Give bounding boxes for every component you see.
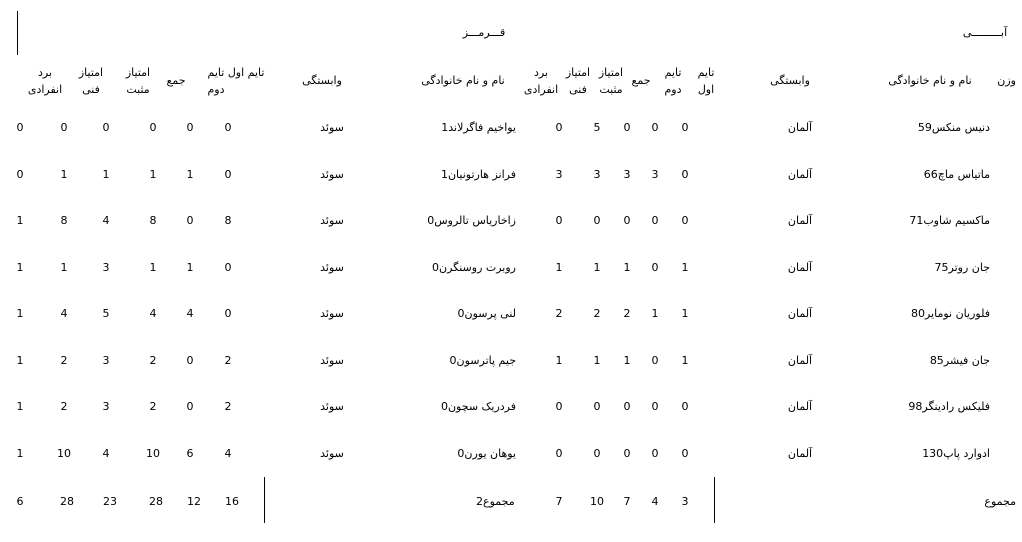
blue-affiliation: آلمان — [787, 260, 813, 274]
red-total: 2 — [149, 353, 157, 367]
red-half2: 1 — [186, 167, 194, 181]
red-tech: 8 — [60, 214, 68, 227]
header-red-tech-l1: امتیاز — [78, 66, 104, 79]
red-wrestler-name: یواخیم فاگرلاند — [448, 121, 516, 134]
blue-win: 0 — [555, 400, 563, 413]
red-wrestler-name: زاخاریاس تالروس — [434, 214, 516, 227]
red-win-flag: 1 — [440, 167, 448, 181]
blue-affiliation: آلمان — [787, 353, 813, 367]
red-affiliation: سوئد — [320, 260, 344, 274]
header-blue-tech-l1: امتیاز — [565, 66, 591, 79]
red-win-flag: 0 — [457, 446, 465, 460]
red-pos: 3 — [102, 353, 110, 367]
header-blue-half2-l1: تایم — [664, 66, 682, 79]
blue-pos: 0 — [593, 400, 601, 413]
red-winind: 1 — [16, 400, 24, 413]
blue-wrestler-name: دنیس منکس — [931, 121, 990, 134]
totals-red-win: 2 — [476, 495, 483, 508]
red-pos: 0 — [102, 121, 110, 134]
totals-red-total: 28 — [149, 495, 163, 508]
weight-class: 80 — [910, 307, 925, 320]
blue-half2: 0 — [651, 260, 659, 274]
red-win-flag: 0 — [457, 307, 465, 320]
header-blue-half1-l1: تایم — [697, 66, 715, 79]
red-tech: 2 — [60, 400, 68, 413]
blue-win: 0 — [555, 121, 563, 134]
header-red-win-l2: انفرادی — [27, 83, 63, 96]
red-wrestler-cell — [410, 354, 516, 367]
header-weight: وزن — [997, 74, 1016, 87]
blue-half2: 0 — [651, 121, 659, 134]
red-wrestler-name: جیم پاترسون — [456, 353, 516, 367]
totals-red-half1: 16 — [225, 495, 239, 508]
header-blue-half1-l2: اول — [697, 83, 715, 96]
totals-red-label: مجموع — [483, 495, 515, 508]
blue-half2: 3 — [651, 167, 659, 181]
blue-half1: 0 — [681, 121, 689, 134]
blue-pos: 0 — [593, 446, 601, 460]
red-wrestler-cell — [410, 400, 516, 413]
blue-wrestler-cell — [922, 447, 990, 460]
blue-half2: 0 — [651, 446, 659, 460]
red-tech: 0 — [60, 121, 68, 134]
blue-wrestler-cell — [911, 307, 990, 320]
red-total: 4 — [149, 307, 157, 320]
red-wrestler-cell — [410, 214, 516, 227]
totals-red-pos: 23 — [103, 495, 117, 508]
red-half2: 6 — [186, 446, 194, 460]
red-total: 1 — [149, 167, 157, 181]
red-wrestler-cell — [410, 261, 516, 274]
blue-win: 0 — [555, 446, 563, 460]
blue-wrestler-name: ادوارد پاپ — [943, 446, 990, 460]
totals-red-label-group — [476, 495, 515, 508]
red-tech: 2 — [60, 353, 68, 367]
red-wrestler-cell — [410, 307, 516, 320]
red-affiliation: سوئد — [320, 400, 344, 413]
red-wrestler-cell — [410, 447, 516, 460]
red-pos: 3 — [102, 260, 110, 274]
weight-class: 71 — [909, 214, 924, 227]
red-half1: 4 — [224, 446, 232, 460]
blue-total: 0 — [623, 400, 631, 413]
header-red-win-l1: برد — [37, 66, 53, 79]
totals-red-half2: 12 — [187, 495, 201, 508]
weight-class: 98 — [908, 400, 923, 413]
blue-pos: 2 — [593, 307, 601, 320]
team-red-title: قـــرمـــز — [462, 26, 506, 39]
blue-affiliation: آلمان — [787, 400, 813, 413]
blue-wrestler-cell — [909, 214, 990, 227]
red-tech: 1 — [60, 167, 68, 181]
red-half2: 1 — [186, 260, 194, 274]
red-total: 1 — [149, 260, 157, 274]
team-blue-title: آبـــــــــی — [962, 26, 1008, 39]
red-pos: 3 — [102, 400, 110, 413]
red-winind: 1 — [16, 260, 24, 274]
totals-blue-pos: 10 — [590, 495, 604, 508]
red-win-flag: 0 — [427, 214, 435, 227]
red-pos: 4 — [102, 446, 110, 460]
red-total: 10 — [146, 446, 160, 460]
red-win-flag: 0 — [449, 353, 457, 367]
red-total: 8 — [149, 214, 157, 227]
blue-win: 0 — [555, 214, 563, 227]
red-pos: 5 — [102, 307, 110, 320]
totals-divider-blue — [714, 477, 715, 523]
blue-total: 0 — [623, 121, 631, 134]
blue-affiliation: آلمان — [787, 167, 813, 181]
red-affiliation: سوئد — [320, 446, 344, 460]
blue-half2: 1 — [651, 307, 659, 320]
blue-pos: 0 — [593, 214, 601, 227]
red-wrestler-cell — [410, 121, 516, 134]
red-half1: 0 — [224, 307, 232, 320]
totals-red-tech: 28 — [60, 495, 74, 508]
header-red-tech-l2: فنی — [82, 83, 100, 96]
blue-affiliation: آلمان — [787, 121, 813, 134]
header-divider-line — [17, 11, 18, 55]
red-win-flag: 0 — [432, 260, 439, 274]
blue-total: 2 — [623, 307, 631, 320]
red-half2: 0 — [186, 400, 194, 413]
red-winind: 1 — [16, 446, 24, 460]
blue-half1: 1 — [681, 260, 689, 274]
blue-half1: 0 — [681, 446, 689, 460]
blue-wrestler-name: جان روتر — [948, 260, 990, 274]
blue-wrestler-name: جان فیشر — [943, 353, 990, 367]
blue-half1: 0 — [681, 214, 689, 227]
header-blue-affiliation: وابستگی — [770, 74, 810, 87]
red-half2: 0 — [186, 214, 194, 227]
red-winind: 1 — [16, 353, 24, 367]
header-red-pos-l2: مثبت — [126, 83, 150, 96]
blue-win: 1 — [555, 260, 563, 274]
red-wrestler-name: لنی پرسون — [464, 307, 516, 320]
red-affiliation: سوئد — [320, 121, 344, 134]
weight-class: 66 — [923, 167, 938, 181]
blue-total: 1 — [623, 353, 631, 367]
totals-red-winind: 6 — [16, 495, 24, 508]
totals-blue-half2: 4 — [651, 495, 659, 508]
header-red-affiliation: وابستگی — [302, 74, 342, 87]
blue-total: 0 — [623, 214, 631, 227]
totals-blue-win: 7 — [555, 495, 563, 508]
totals-divider-red — [264, 477, 265, 523]
red-half1: 8 — [224, 214, 232, 227]
red-win-flag: 0 — [440, 400, 448, 413]
red-affiliation: سوئد — [320, 307, 344, 320]
header-blue-total: جمع — [631, 74, 651, 87]
red-half2: 0 — [186, 121, 194, 134]
blue-wrestler-cell — [924, 168, 990, 181]
red-wrestler-cell — [410, 168, 516, 181]
blue-win: 2 — [555, 307, 563, 320]
red-pos: 4 — [102, 214, 110, 227]
header-blue-half2-l2: دوم — [664, 83, 682, 96]
weight-class: 75 — [934, 260, 949, 274]
header-blue-tech-l2: فنی — [569, 83, 587, 96]
header-red-pos-l1: امتیاز — [125, 66, 151, 79]
blue-wrestler-name: فلیکس رادینگر — [922, 400, 990, 413]
weight-class: 85 — [929, 353, 944, 367]
blue-total: 0 — [623, 446, 631, 460]
header-blue-pos-l2: مثبت — [599, 83, 623, 96]
blue-half2: 0 — [651, 353, 659, 367]
blue-wrestler-cell — [918, 121, 990, 134]
blue-half1: 1 — [681, 353, 689, 367]
blue-affiliation: آلمان — [787, 446, 813, 460]
red-total: 2 — [149, 400, 157, 413]
red-wrestler-name: یوهان یورن — [464, 446, 516, 460]
blue-pos: 1 — [593, 260, 601, 274]
red-half1: 2 — [224, 353, 232, 367]
weight-class: 130 — [922, 446, 944, 460]
red-tech: 1 — [60, 260, 68, 274]
blue-win: 3 — [555, 167, 563, 181]
totals-blue-total: 7 — [623, 495, 631, 508]
red-total: 0 — [149, 121, 157, 134]
blue-pos: 1 — [593, 353, 601, 367]
red-half1: 0 — [224, 167, 232, 181]
red-affiliation: سوئد — [320, 167, 344, 181]
blue-wrestler-name: فلوریان نومایر — [924, 307, 990, 320]
blue-wrestler-cell — [908, 400, 990, 413]
red-wrestler-name: فرانز هارتونیان — [447, 167, 516, 181]
red-half2: 4 — [186, 307, 194, 320]
blue-half1: 0 — [681, 167, 689, 181]
header-red-name: نام و نام خانوادگی — [421, 74, 505, 87]
blue-affiliation: آلمان — [787, 214, 813, 227]
header-blue-pos-l1: امتیاز — [598, 66, 624, 79]
blue-wrestler-cell — [935, 261, 990, 274]
red-tech: 10 — [57, 446, 71, 460]
red-affiliation: سوئد — [320, 353, 344, 367]
blue-wrestler-name: ماکسیم شاوب — [923, 214, 990, 227]
red-wrestler-name: فردریک سچون — [447, 400, 516, 413]
blue-affiliation: آلمان — [787, 307, 813, 320]
weight-class: 59 — [917, 121, 932, 134]
blue-total: 3 — [623, 167, 631, 181]
red-wrestler-name: روبرت روسنگرن — [439, 260, 516, 274]
header-blue-win-l2: انفرادی — [523, 83, 559, 96]
blue-half1: 1 — [681, 307, 689, 320]
blue-wrestler-name: ماتیاس ماچ — [937, 167, 990, 181]
blue-half2: 0 — [651, 214, 659, 227]
red-win-flag: 1 — [441, 121, 449, 134]
header-blue-win-l1: برد — [533, 66, 549, 79]
red-pos: 1 — [102, 167, 110, 181]
red-winind: 0 — [16, 121, 24, 134]
red-half1: 2 — [224, 400, 232, 413]
blue-total: 1 — [623, 260, 631, 274]
blue-pos: 3 — [593, 167, 601, 181]
red-winind: 1 — [16, 307, 24, 320]
red-winind: 0 — [16, 167, 24, 181]
red-winind: 1 — [16, 214, 24, 227]
blue-pos: 5 — [593, 121, 601, 134]
red-tech: 4 — [60, 307, 68, 320]
red-affiliation: سوئد — [320, 214, 344, 227]
blue-win: 1 — [555, 353, 563, 367]
header-red-total: جمع — [166, 74, 186, 87]
header-red-half2-l2: دوم — [207, 83, 225, 96]
header-red-half1-half2: تایم اول تایم — [207, 66, 265, 79]
header-blue-name: نام و نام خانوادگی — [888, 74, 972, 87]
blue-half2: 0 — [651, 400, 659, 413]
totals-label: مجموع — [984, 495, 1016, 508]
red-half1: 0 — [224, 121, 232, 134]
totals-blue-half1: 3 — [681, 495, 689, 508]
red-half1: 0 — [224, 260, 232, 274]
blue-half1: 0 — [681, 400, 689, 413]
blue-wrestler-cell — [930, 354, 990, 367]
red-half2: 0 — [186, 353, 194, 367]
